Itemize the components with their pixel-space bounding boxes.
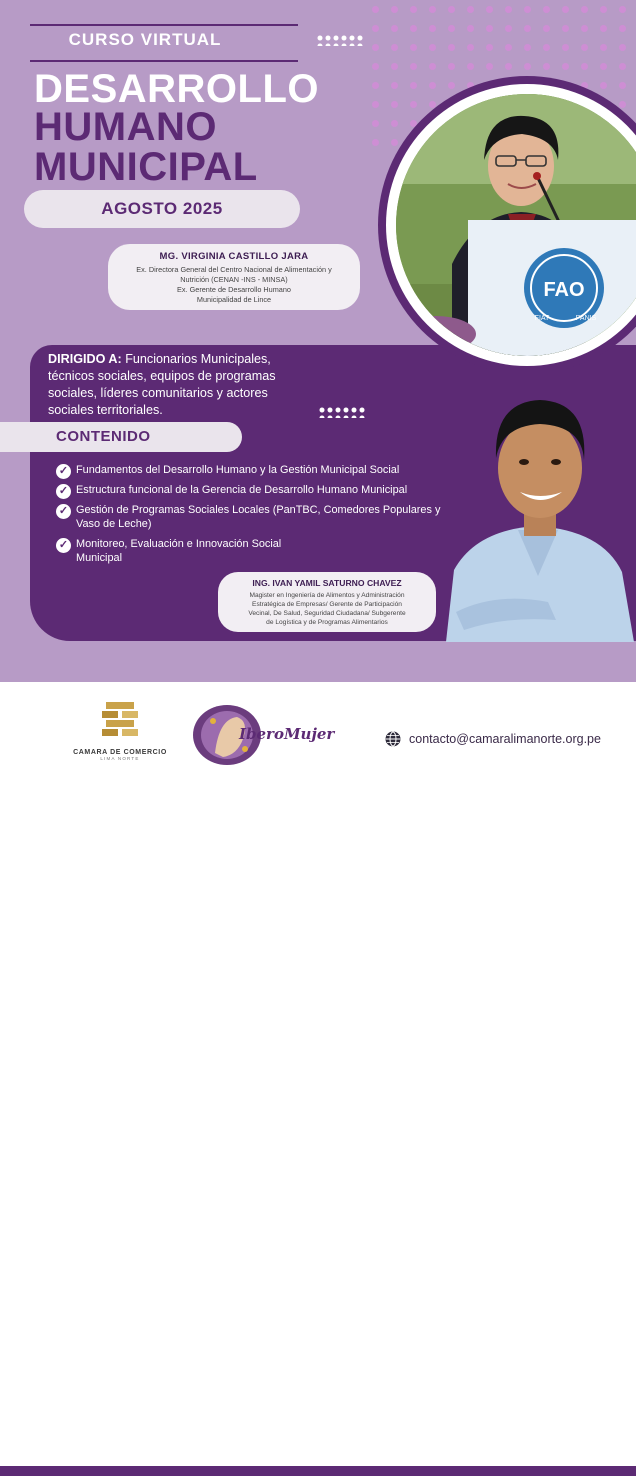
camara-comercio-logo (70, 700, 170, 764)
list-item (56, 503, 456, 531)
content-heading: CONTENIDO (0, 422, 242, 452)
audience-label: DIRIGIDO A: (48, 352, 122, 366)
list-item-text: Gestión de Programas Sociales Locales (PanTBC, Comedores Populares y Vaso de Leche) (76, 504, 441, 530)
speaker2-illustration (436, 380, 636, 642)
speaker1-desc-3: Ex. Gerente de Desarrollo Humano (177, 285, 291, 294)
fao-motto-right: PANIS (575, 315, 597, 322)
list-item-text: Fundamentos del Desarrollo Humano y la Gestión Municipal Social (76, 464, 400, 476)
list-item (56, 463, 456, 477)
logo2-name: IberoMujer (239, 725, 335, 743)
contact-email[interactable]: contacto@camaralimanorte.org.pe (409, 732, 601, 746)
speaker2-desc-3: Vecinal, De Salud, Seguridad Ciudadana/ Subgerente (248, 610, 406, 617)
logo1-name: CAMARA DE COMERCIO (73, 749, 167, 756)
checkmark-icon: ✓ (56, 484, 71, 499)
course-label: CURSO VIRTUAL (68, 30, 222, 49)
poster-background (0, 0, 636, 682)
logo1-subtitle: LIMA NORTE (100, 756, 140, 761)
speaker1-desc-4: Municipalidad de Lince (196, 295, 272, 304)
speaker2-desc-2: Estratégica de Empresas/ Gerente de Participación (252, 601, 402, 608)
audience-description: Funcionarios Municipales, técnicos sociales, equipos de programas sociales, líderes comunitarios y actores sociales territoriales. (48, 352, 276, 417)
speaker2-card (218, 572, 436, 632)
footer-bar (0, 1466, 636, 1476)
checkmark-icon: ✓ (56, 504, 71, 519)
title-line-2: HUMANO (34, 105, 217, 149)
speaker2-desc-1: Magister en Ingeniería de Alimentos y Administración (249, 592, 405, 599)
contact-info (385, 729, 601, 749)
title-line-1: DESARROLLO (34, 67, 319, 111)
fao-logo-text: FAO (543, 279, 585, 301)
checkmark-icon: ✓ (56, 538, 71, 553)
list-item (56, 537, 326, 565)
speaker2-name: ING. IVAN YAMIL SATURNO CHAVEZ (252, 578, 402, 588)
globe-icon (385, 731, 401, 747)
content-list (56, 463, 456, 571)
audience-text (48, 351, 310, 419)
list-item (56, 483, 456, 497)
title-line-3: MUNICIPAL (34, 145, 258, 189)
divider-top (30, 24, 298, 26)
iberomujer-logo (193, 703, 345, 767)
list-item-text: Monitoreo, Evaluación e Innovación Social Municipal (76, 538, 282, 564)
speaker1-name: MG. VIRGINIA CASTILLO JARA (159, 251, 309, 262)
speaker2-photo (436, 380, 636, 642)
decorative-dots-small-2 (318, 406, 366, 418)
course-date: AGOSTO 2025 (24, 190, 300, 228)
speaker2-desc-4: de Logística y de Programas Alimentarios (266, 619, 388, 626)
speaker1-desc-1: Ex. Directora General del Centro Nacional de Alimentación y (136, 265, 332, 274)
fao-motto-left: FIAT (534, 315, 550, 322)
divider-bottom (30, 60, 298, 62)
speaker1-card (108, 244, 360, 310)
decorative-dots-small (316, 34, 364, 46)
speaker1-desc-2: Nutrición (CENAN -INS - MINSA) (180, 275, 288, 284)
list-item-text: Estructura funcional de la Gerencia de Desarrollo Humano Municipal (76, 484, 408, 496)
checkmark-icon: ✓ (56, 464, 71, 479)
camara-logo-mark (100, 700, 140, 740)
